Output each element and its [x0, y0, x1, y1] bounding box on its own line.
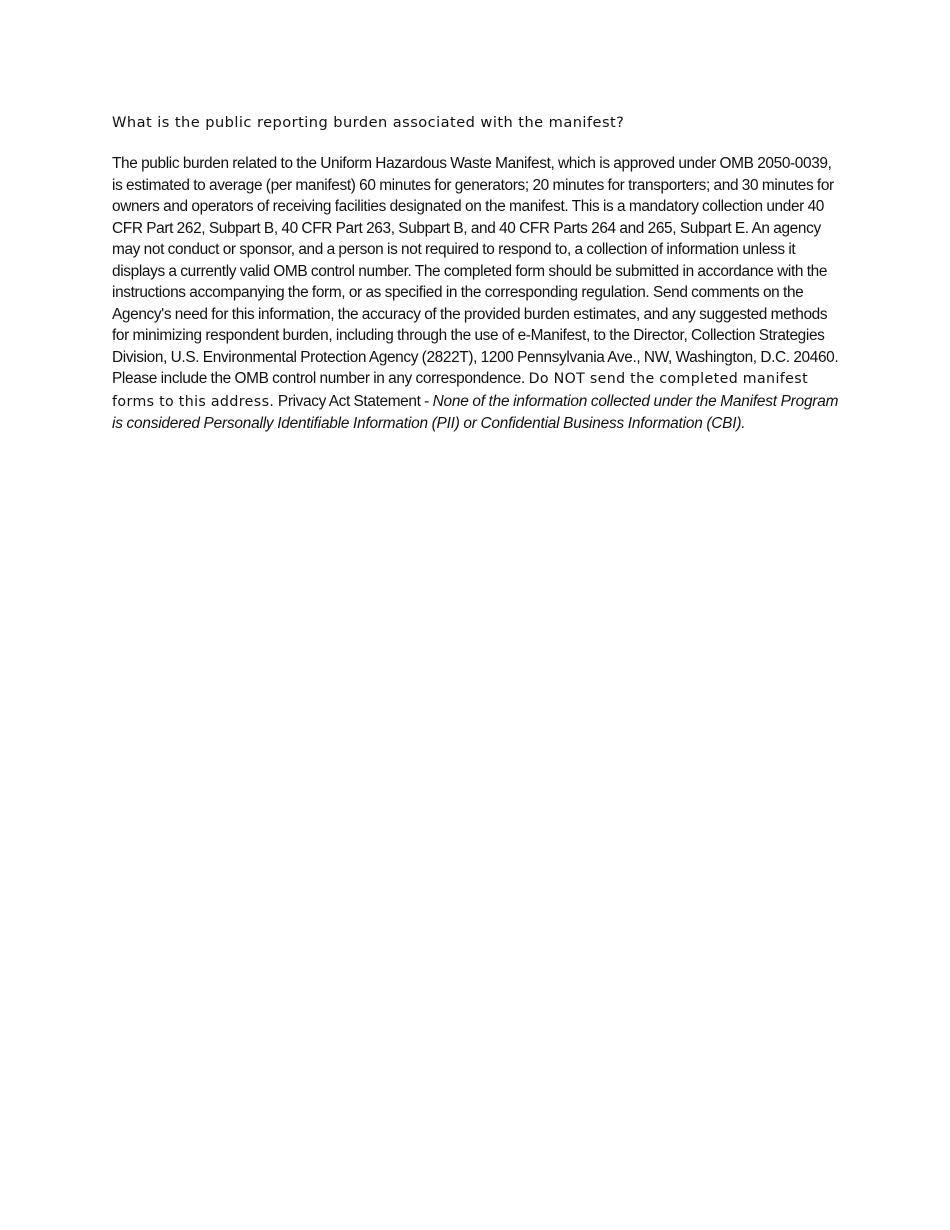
burden-paragraph — [112, 153, 844, 435]
document-page — [112, 112, 844, 435]
privacy-act-text: None of the information collected under the Manifest Program is considered Personally Identifiable Information (PII) or Confidential Business Information (CBI). — [112, 392, 839, 432]
do-not-send-notice: Do NOT send the completed manifest forms to this address. — [112, 371, 809, 410]
burden-statement: The public burden related to the Uniform Hazardous Waste Manifest, which is approved under OMB 2050-0039, is estimated to average (per manifest) 60 minutes for generators; 20 minutes for transporters; and 30 minutes for owners and operators of receiving facilities designated on the manifest. This is a mandatory collection under 40 CFR Part 262, Subpart B, 40 CFR Part 263, Subpart B, and 40 CFR Parts 264 and 265, Subpart E. An agency may not conduct or sponsor, and a person is not required to respond to, a collection of information unless it displays a currently valid OMB control number. The completed form should be submitted in accordance with the instructions accompanying the form, or as specified in the corresponding regulation. Send comments on the Agency's need for this information, the accuracy of the provided burden estimates, and any suggested methods for minimizing respondent burden, including through the use of e-Manifest, to the Director, Collection Strategies Division, U.S. Environmental Protection Agency (2822T), 1200 Pennsylvania Ave., NW, Washington, D.C. 20460. Please include the OMB control number in any correspondence. — [112, 155, 839, 387]
page-heading: What is the public reporting burden associated with the manifest? — [112, 114, 625, 131]
privacy-act-label: Privacy Act Statement - — [277, 392, 429, 410]
